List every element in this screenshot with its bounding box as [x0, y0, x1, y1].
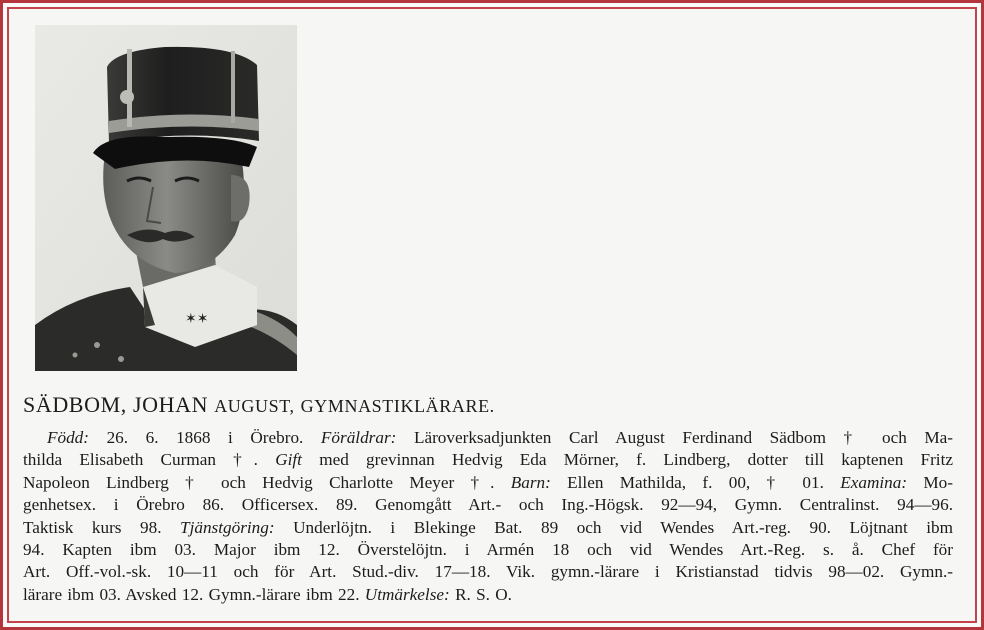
bio-line	[23, 449, 953, 471]
bio-label: Utmärkelse:	[364, 584, 450, 604]
bio-line	[23, 427, 953, 449]
bio-label: Föräldrar:	[320, 428, 397, 447]
svg-text:✶✶: ✶✶	[185, 311, 209, 327]
bio-text: Napoleon Lindberg † och Hedvig Charlotte Meyer †.	[23, 472, 511, 492]
bio-text: R. S. O.	[449, 584, 512, 604]
bio-label: Född:	[47, 428, 90, 447]
surname: SÄDBOM,	[23, 392, 127, 417]
bio-line	[23, 539, 953, 561]
bio-text: lärare ibm 03. Avsked 12. Gymn.-lärare ibm 22.	[23, 584, 365, 604]
bio-text: genhetsex. i Örebro 86. Officersex. 89. Genomgått Art.- och Ing.-Högsk. 92—94, Gymn. Centralinst. 94—96.	[23, 495, 953, 515]
bio-text: thilda Elisabeth Curman †.	[23, 450, 276, 470]
bio-label: Examina:	[840, 472, 908, 492]
portrait-photo	[35, 25, 297, 371]
bio-line	[23, 472, 953, 494]
bio-line	[23, 517, 953, 539]
bio-text: Mo-	[907, 472, 953, 492]
bio-text: 26. 6. 1868 i Örebro.	[89, 428, 321, 447]
bio-text: Taktisk kurs 98.	[23, 517, 181, 537]
bio-text: Underlöjtn. i Blekinge Bat. 89 och vid Wendes Art.-reg. 90. Löjtnant ibm	[274, 517, 954, 537]
profession: GYMNASTIKLÄRARE.	[300, 396, 495, 416]
entry-heading	[23, 392, 495, 418]
bio-label: Gift	[275, 450, 302, 470]
bio-line	[23, 494, 953, 516]
bio-label: Tjänstgöring:	[180, 517, 275, 537]
biography-text	[23, 427, 953, 606]
bio-text: Ellen Mathilda, f. 00, † 01.	[550, 472, 841, 492]
bio-text: 94. Kapten ibm 03. Major ibm 12. Överstelöjtn. i Armén 18 och vid Wendes Art.-Reg. s. å. Chef för	[23, 540, 953, 560]
biography-page	[9, 9, 975, 621]
bio-text: Art. Off.-vol.-sk. 10—11 och för Art. Stud.-div. 17—18. Vik. gymn.-lärare i Kristianstad tidvis 98—02. Gymn.-	[23, 562, 953, 582]
bio-line	[23, 584, 953, 606]
bio-label: Barn:	[510, 472, 551, 492]
bio-text: med grevinnan Hedvig Eda Mörner, f. Lindberg, dotter till kaptenen Fritz	[301, 450, 953, 470]
bio-line	[23, 561, 953, 583]
bio-text: Läroverksadjunkten Carl August Ferdinand Sädbom † och Ma-	[396, 428, 953, 447]
given-name-rest: AUGUST,	[214, 396, 295, 416]
given-name-first: JOHAN	[132, 392, 209, 417]
